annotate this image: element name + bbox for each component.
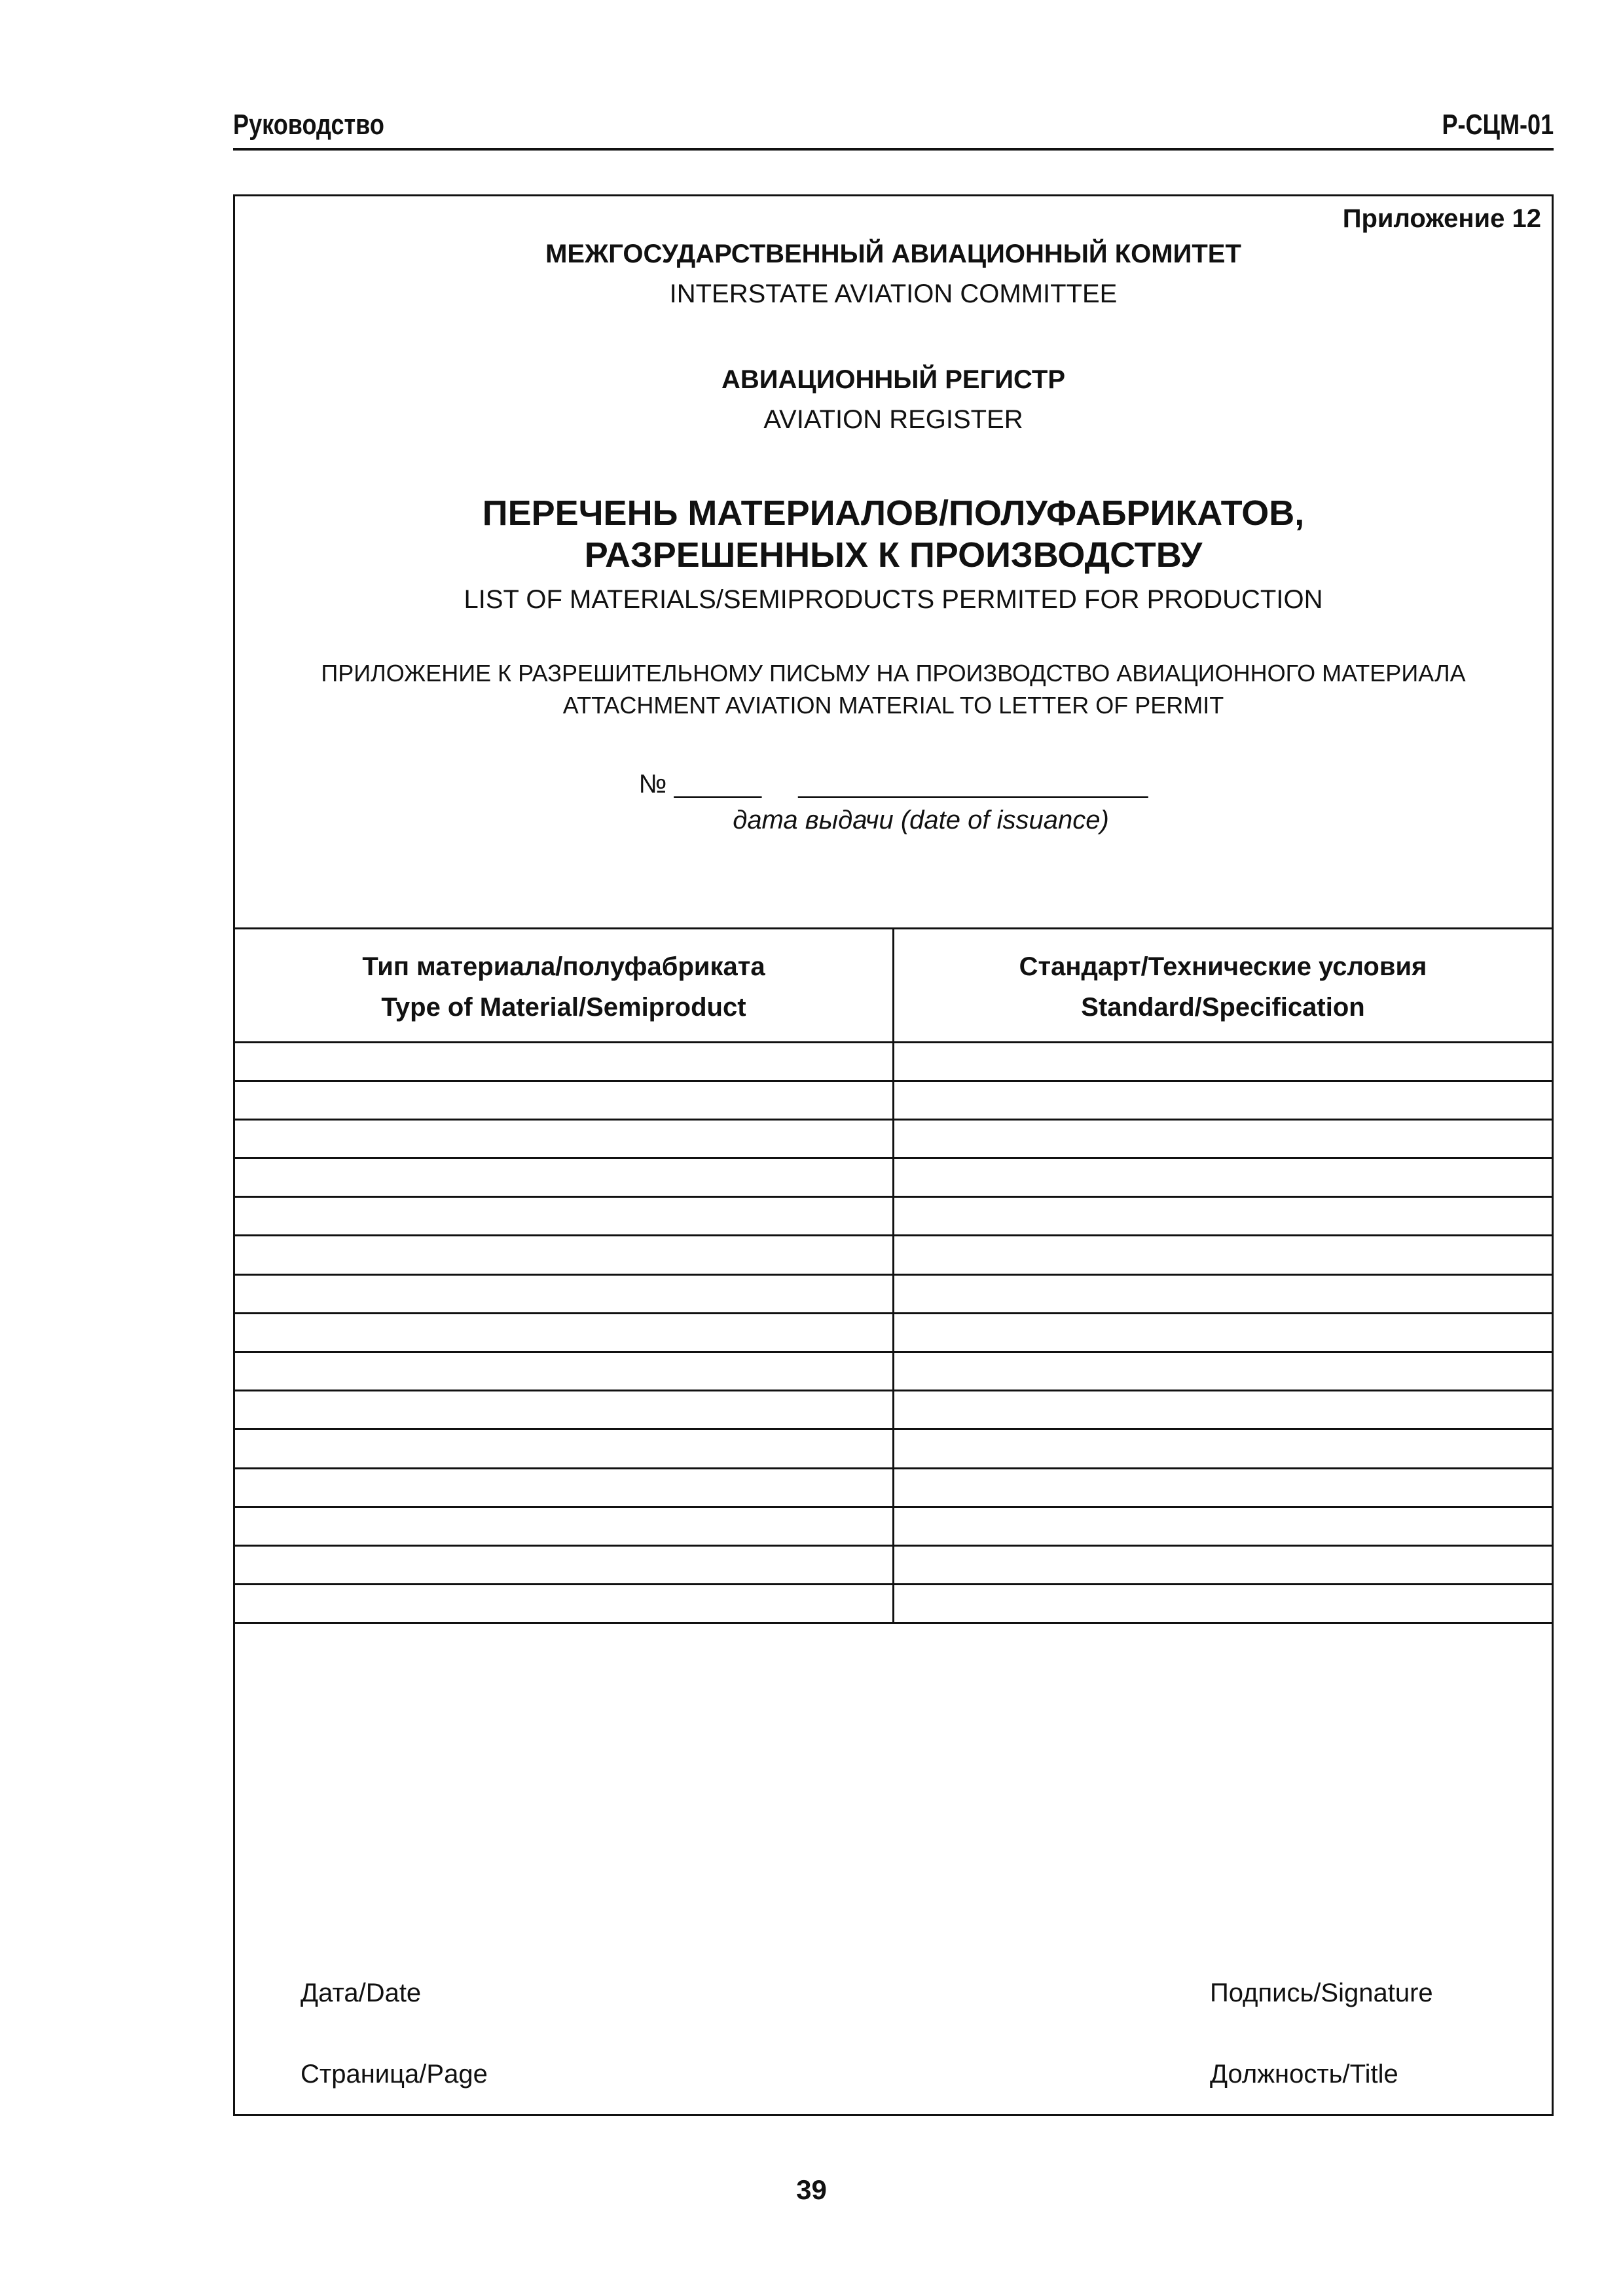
- table-cell[interactable]: [894, 1119, 1552, 1158]
- table-cell[interactable]: [235, 1158, 894, 1197]
- table-row: [235, 1507, 1552, 1545]
- committee-name-ru: МЕЖГОСУДАРСТВЕННЫЙ АВИАЦИОННЫЙ КОМИТЕТ: [545, 240, 1241, 268]
- table-cell[interactable]: [235, 1545, 894, 1584]
- table-row: [235, 1081, 1552, 1119]
- table-row: [235, 1042, 1552, 1081]
- table-header-row: [235, 929, 1552, 1042]
- register-name-en: AVIATION REGISTER: [763, 405, 1023, 434]
- signature-label: Подпись/Signature: [1210, 1979, 1433, 2007]
- column-header-label-en: Standard/Specification: [1081, 993, 1365, 1022]
- table-row: [235, 1119, 1552, 1158]
- form-title-ru-line-2: РАЗРЕШЕННЫХ К ПРОИЗВОДСТВУ: [584, 535, 1203, 575]
- table-cell[interactable]: [235, 1119, 894, 1158]
- table-cell[interactable]: [894, 1274, 1552, 1313]
- form-frame: [233, 194, 1554, 2116]
- running-head: [233, 105, 1554, 151]
- table-row: [235, 1391, 1552, 1429]
- number-line: [235, 770, 1552, 799]
- issuance-date-caption: дата выдачи (date of issuance): [733, 806, 1109, 834]
- table-cell[interactable]: [894, 1042, 1552, 1081]
- appendix-label: Приложение 12: [1342, 204, 1541, 233]
- table-cell[interactable]: [235, 1236, 894, 1274]
- form-header: [235, 196, 1552, 929]
- table-cell[interactable]: [894, 1197, 1552, 1236]
- page-label: Страница/Page: [301, 2060, 488, 2089]
- attachment-text-en: ATTACHMENT AVIATION MATERIAL TO LETTER OF PERMIT: [562, 692, 1224, 719]
- committee-name-en: INTERSTATE AVIATION COMMITTEE: [669, 279, 1118, 308]
- attachment-text-ru: ПРИЛОЖЕНИЕ К РАЗРЕШИТЕЛЬНОМУ ПИСЬМУ НА ПРОИЗВОДСТВО АВИАЦИОННОГО МАТЕРИАЛА: [321, 660, 1466, 687]
- register-name-ru: АВИАЦИОННЫЙ РЕГИСТР: [721, 365, 1066, 394]
- issuance-date-field: ________________________: [798, 770, 1148, 798]
- table-row: [235, 1197, 1552, 1236]
- table-cell[interactable]: [235, 1042, 894, 1081]
- column-header-material-type: [235, 929, 894, 1042]
- table-cell[interactable]: [235, 1197, 894, 1236]
- table-cell[interactable]: [235, 1429, 894, 1468]
- table-row: [235, 1352, 1552, 1391]
- date-label: Дата/Date: [301, 1979, 422, 2007]
- column-header-label-en: Type of Material/Semiproduct: [381, 993, 746, 1022]
- page-number: 39: [796, 2174, 827, 2205]
- table-cell[interactable]: [894, 1507, 1552, 1545]
- table-row: [235, 1313, 1552, 1352]
- table-row: [235, 1429, 1552, 1468]
- table-row: [235, 1468, 1552, 1507]
- table-cell[interactable]: [235, 1313, 894, 1352]
- table-cell[interactable]: [894, 1313, 1552, 1352]
- table-cell[interactable]: [894, 1545, 1552, 1584]
- job-title-label: Должность/Title: [1210, 2060, 1398, 2089]
- table-cell[interactable]: [235, 1274, 894, 1313]
- table-cell[interactable]: [894, 1468, 1552, 1507]
- table-cell[interactable]: [894, 1158, 1552, 1197]
- table-cell[interactable]: [235, 1507, 894, 1545]
- materials-table-body: [235, 1042, 1552, 1623]
- table-cell[interactable]: [894, 1081, 1552, 1119]
- table-cell[interactable]: [235, 1468, 894, 1507]
- column-header-standard: [894, 929, 1552, 1042]
- table-row: [235, 1158, 1552, 1197]
- column-header-label-ru: Стандарт/Технические условия: [1019, 952, 1427, 982]
- table-cell[interactable]: [894, 1236, 1552, 1274]
- permit-number-field: № ______: [638, 770, 762, 798]
- table-row: [235, 1236, 1552, 1274]
- materials-table: [235, 929, 1552, 1624]
- table-cell[interactable]: [235, 1352, 894, 1391]
- form-title-en: LIST OF MATERIALS/SEMIPRODUCTS PERMITED FOR PRODUCTION: [464, 585, 1323, 614]
- table-cell[interactable]: [235, 1081, 894, 1119]
- table-row: [235, 1274, 1552, 1313]
- table-cell[interactable]: [235, 1391, 894, 1429]
- table-row: [235, 1585, 1552, 1623]
- materials-table-block: [235, 929, 1552, 1624]
- running-head-doc-code: Р-СЦМ-01: [1442, 109, 1554, 141]
- table-cell[interactable]: [894, 1391, 1552, 1429]
- running-head-title: Руководство: [233, 109, 384, 141]
- table-cell[interactable]: [235, 1585, 894, 1623]
- form-title-ru-line-1: ПЕРЕЧЕНЬ МАТЕРИАЛОВ/ПОЛУФАБРИКАТОВ,: [482, 493, 1305, 533]
- table-cell[interactable]: [894, 1352, 1552, 1391]
- table-row: [235, 1545, 1552, 1584]
- table-cell[interactable]: [894, 1429, 1552, 1468]
- column-header-label-ru: Тип материала/полуфабриката: [362, 952, 765, 982]
- table-cell[interactable]: [894, 1585, 1552, 1623]
